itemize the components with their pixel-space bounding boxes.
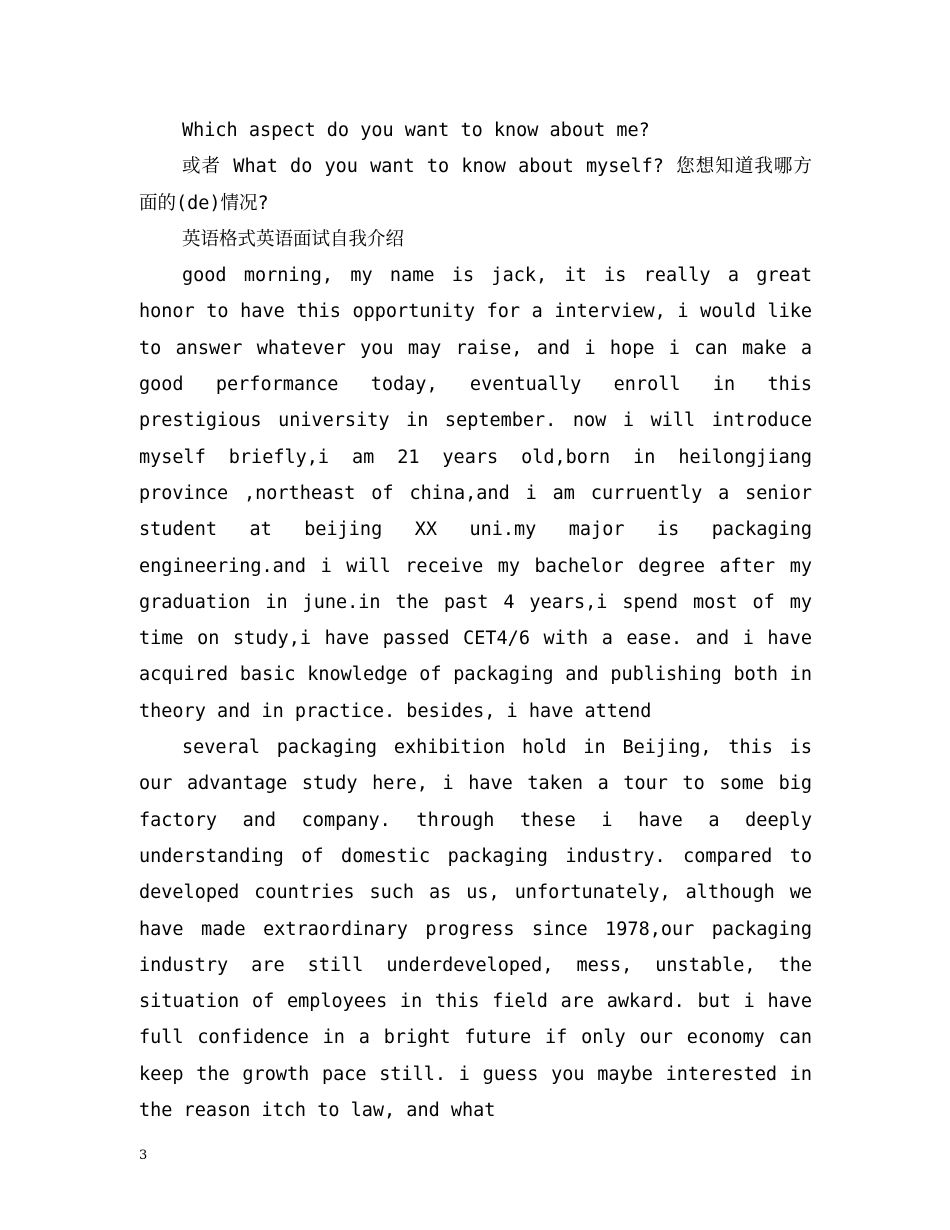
paragraph-continuation: several packaging exhibition hold in Beijing, this is our advantage study here, i have taken a tour to some big factory and company. through these i have a deeply understanding of domestic packaging industry. compared to developed countries such as us, unfortunately, although we have made extraordinary progress since 1978,our packaging industry are still underdeveloped, mess, unstable, the situation of employees in this field are awkard. but i have full confidence in a bright future if only our economy can keep the growth pace still. i guess you maybe interested in the reason itch to law, and what	[139, 737, 812, 1122]
paragraph-introduction: good morning, my name is jack, it is really a great honor to have this opportunity for a interview, i would like to answer whatever you may raise, and i hope i can make a good performance today, eventually enroll in this prestigious university in september. now i will introduce myself briefly,i am 21 years old,born in heilongjiang province ,northeast of china,and i am curruently a senior student at beijing XX uni.my major is packaging engineering.and i will receive my bachelor degree after my graduation in june.in the past 4 years,i spend most of my time on study,i have passed CET4/6 with a ease. and i have acquired basic knowledge of packaging and publishing both in theory and in practice. besides, i have attend	[139, 265, 812, 722]
document-body	[139, 113, 812, 1129]
section-heading: 英语格式英语面试自我介绍	[182, 228, 405, 250]
page-number: 3	[139, 1148, 148, 1163]
paragraph-question-aspect: Which aspect do you want to know about me?	[182, 120, 650, 141]
paragraph-question-myself: 或者 What do you want to know about myself? 您想知道我哪方面的(de)情况?	[139, 156, 812, 214]
